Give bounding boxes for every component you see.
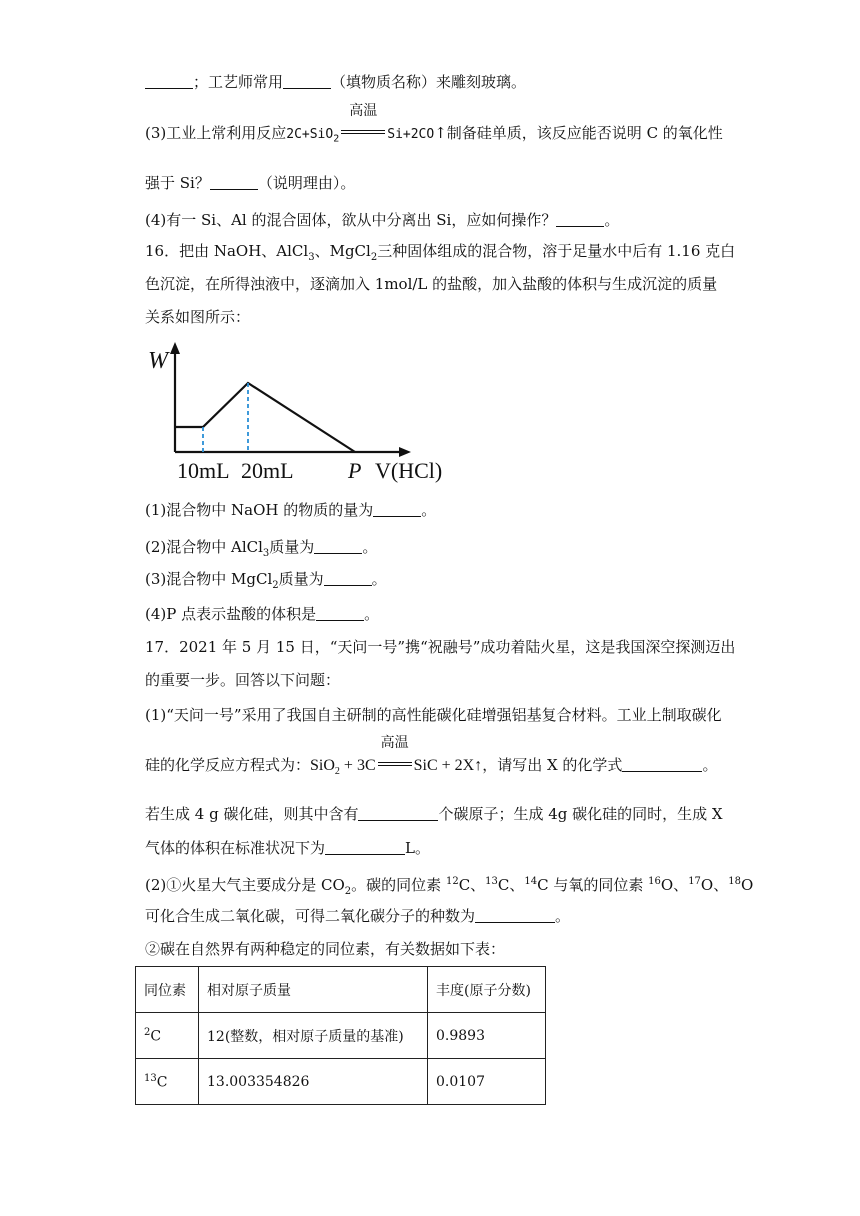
q16-sub3: (3)混合物中 MgCl$_2$质量为 。 [145, 570, 387, 591]
q15-part3-line2: 强于 Si？ （说明理由）。 [145, 174, 356, 192]
answer-blank[interactable] [316, 605, 364, 621]
precipitate-curve [175, 383, 355, 452]
q17-part2-line3: ②碳在自然界有两种稳定的同位素，有关数据如下表： [145, 940, 506, 958]
x-point-p: P [348, 458, 362, 483]
gas-arrow: ↑ [434, 124, 447, 142]
x-axis-arrow [399, 447, 411, 457]
q16-sub1: (1)混合物中 NaOH 的物质的量为 。 [145, 501, 437, 519]
equation-rhs: SiC + 2X↑ [413, 757, 483, 774]
table-row [136, 1059, 546, 1105]
isotope-table [135, 966, 546, 1105]
reaction-rhs: Si+2CO [387, 127, 435, 142]
answer-blank[interactable] [314, 538, 362, 554]
q17-part2-line2: 可化合生成二氧化碳，可得二氧化碳分子的种数为 。 [145, 907, 571, 925]
table-cell: 0.9893 [428, 1013, 546, 1059]
answer-blank[interactable] [622, 756, 702, 772]
table-cell: $^2$C [136, 1013, 199, 1059]
q15-line1: ；工艺师常用 （填物质名称）来雕刻玻璃。 [145, 72, 526, 92]
table-header-cell: 同位素 [136, 967, 199, 1013]
q17-part2-line1: (2)①火星大气主要成分是 $CO_2$。碳的同位素 $^{12}$C、$^{13}$C、$^{14}$C 与氧的同位素 $^{16}$O、$^{17}$O、$^{18}$O [145, 876, 754, 897]
q17-part1-line4: 气体的体积在标准状况下为 L。 [145, 839, 430, 857]
reaction-condition: 高温 [339, 123, 387, 143]
table-cell: $^{13}$C [136, 1059, 199, 1105]
x-tick-10ml: 10mL [177, 458, 230, 483]
q17-line1: 17．2021 年 5 月 15 日，“天问一号”携“祝融号”成功着陆火星，这是我国深空探测迈出 [145, 638, 736, 656]
answer-blank[interactable] [283, 73, 331, 89]
table-header-cell: 丰度(原子分数) [428, 967, 546, 1013]
q16-sub2: (2)混合物中 AlCl$_3$质量为 。 [145, 538, 378, 559]
q17-part1-line3: 若生成 4 g 碳化硅，则其中含有 个碳原子；生成 4g 碳化硅的同时，生成 X [145, 805, 723, 823]
q15-part3-line1: (3)工业上常利用反应2C+SiO$_2$ 高温 Si+2CO↑制备硅单质，该反应能否说明 C 的氧化性 [145, 103, 723, 145]
answer-blank[interactable] [556, 211, 604, 227]
x-tick-20ml: 20mL [241, 458, 294, 483]
x-axis-label: V(HCl) [375, 458, 443, 483]
precipitate-graph [145, 340, 465, 485]
equation-condition: 高温 [376, 755, 414, 775]
answer-blank[interactable] [358, 805, 438, 821]
answer-blank[interactable] [373, 501, 421, 517]
table-row [136, 1013, 546, 1059]
q16-line1: 16．把由 NaOH、AlCl$_3$、MgCl$_2$三种固体组成的混合物，溶于足量水中后有 1.16 克白 [145, 242, 736, 263]
y-axis-arrow [170, 342, 180, 354]
q17-part1-line1: (1)“天问一号”采用了我国自主研制的高性能碳化硅增强铝基复合材料。工业上制取碳化 [145, 706, 722, 724]
answer-blank[interactable] [210, 174, 258, 190]
reaction-lhs: 2C+SiO$_2$ [286, 127, 340, 145]
table-header-row [136, 967, 546, 1013]
answer-blank[interactable] [324, 570, 372, 586]
answer-blank[interactable] [325, 839, 405, 855]
table-cell: 0.0107 [428, 1059, 546, 1105]
q16-line3: 关系如图所示： [145, 308, 251, 326]
q15-part4: (4)有一 Si、Al 的混合固体，欲从中分离出 Si，应如何操作？ 。 [145, 211, 620, 229]
q17-line2: 的重要一步。回答以下问题： [145, 671, 341, 689]
q17-part1-line2: 硅的化学反应方程式为：SiO$_2$ + 3C 高温 SiC + 2X↑，请写出 X 的化学式 。 [145, 735, 718, 778]
answer-blank[interactable] [145, 73, 193, 89]
table-cell: 12(整数，相对原子质量的基准) [199, 1013, 428, 1059]
answer-blank[interactable] [475, 907, 555, 923]
equation-lhs: SiO$_2$ + 3C [310, 757, 376, 778]
table-header-cell: 相对原子质量 [199, 967, 428, 1013]
y-axis-label: W [148, 348, 168, 374]
q16-sub4: (4)P 点表示盐酸的体积是 。 [145, 605, 380, 623]
q16-line2: 色沉淀，在所得浊液中，逐滴加入 1mol/L 的盐酸，加入盐酸的体积与生成沉淀的质量 [145, 275, 718, 293]
table-cell: 13.003354826 [199, 1059, 428, 1105]
